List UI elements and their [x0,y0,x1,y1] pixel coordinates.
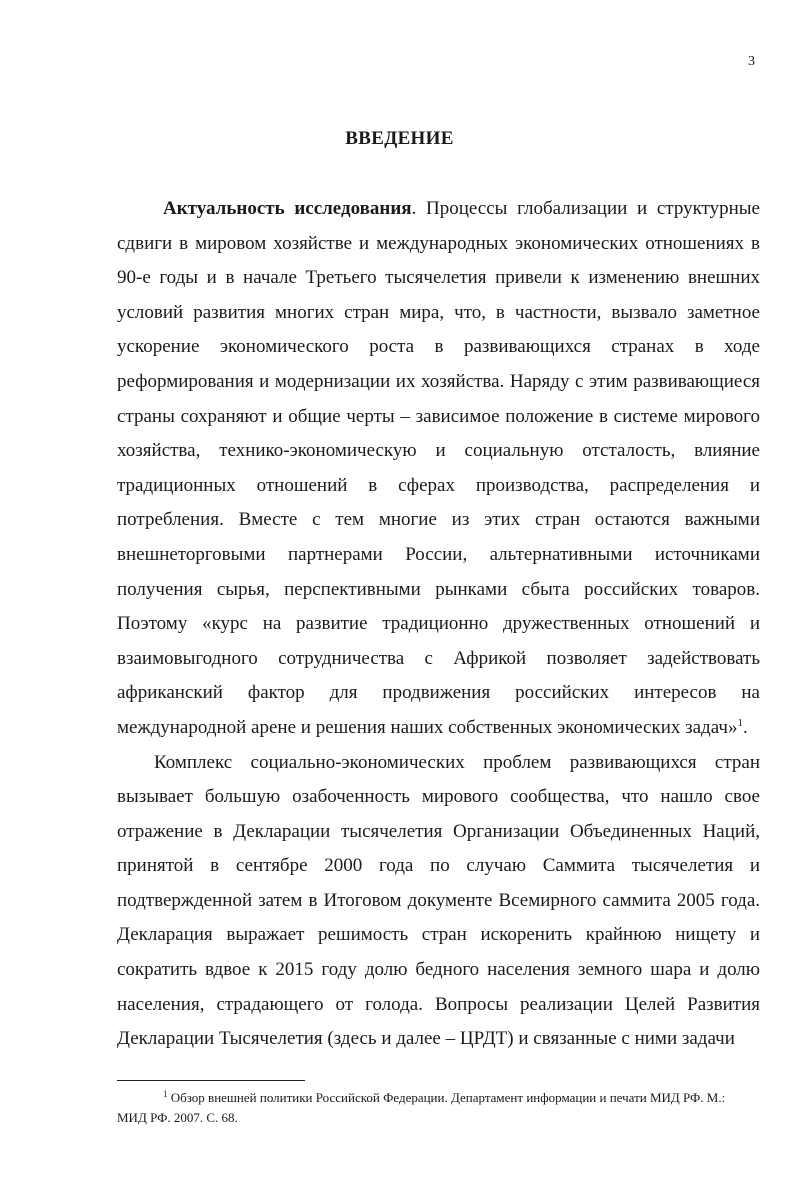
paragraph-relevance [117,192,760,746]
paragraph-end: . [742,716,748,738]
footnote-marker: 1 [163,1089,168,1099]
paragraph-lead: Актуальность исследования [163,198,412,219]
page-title: ВВЕДЕНИЕ [345,128,454,149]
paragraph-text: Комплекс социально-экономических проблем развивающихся стран вызывает большую озабоченность мирового сообщества, что нашло свое отражение в Декларации тысячелетия Организации Объединенных Наций, принятой в сентябре 2000 года по случаю Саммита тысячелетия и подтвержденной затем в Итоговом документе Всемирного саммита 2005 года. Декларация выражает решимость стран искоренить крайнюю нищету и сократить вдвое к 2015 году долю бедного населения земного шара и долю населения, страдающего от голода. Вопросы реализации Целей Развития Декларации Тысячелетия (здесь и далее – ЦРДТ) и связанные с ними задачи [117,751,760,1050]
footnote-divider [117,1080,305,1081]
footnote [117,1088,757,1128]
page-number: 3 [748,54,755,69]
main-text [117,192,760,1057]
footnote-reference: 1 [737,716,743,729]
paragraph-text: . Процессы глобализации и структурные сдвиги в мировом хозяйстве и международных экономических отношениях в 90-е годы и в начале Третьего тысячелетия привели к изменению внешних условий развития многих стран мира, что, в частности, вызвало заметное ускорение экономического роста в развивающихся странах в ходе реформирования и модернизации их хозяйства. Наряду с этим развивающиеся страны сохраняют и общие черты – зависимое положение в системе мирового хозяйства, технико-экономическую и социальную отсталость, влияние традиционных отношений в сферах производства, распределения и потребления. Вместе с тем многие из этих стран остаются важными внешнеторговыми партнерами России, альтернативными источниками получения сырья, перспективными рынками сбыта российских товаров. Поэтому «курс на развитие традиционно дружественных отношений и взаимовыгодного сотрудничества с Африкой позволяет задействовать африканский фактор для продвижения российских интересов на международной арене и решения наших собственных экономических задач» [117,198,760,738]
footnote-text: Обзор внешней политики Российской Федерации. Департамент информации и печати МИД РФ. М.: МИД РФ. 2007. С. 68. [117,1090,726,1125]
paragraph-complex [117,746,760,1057]
